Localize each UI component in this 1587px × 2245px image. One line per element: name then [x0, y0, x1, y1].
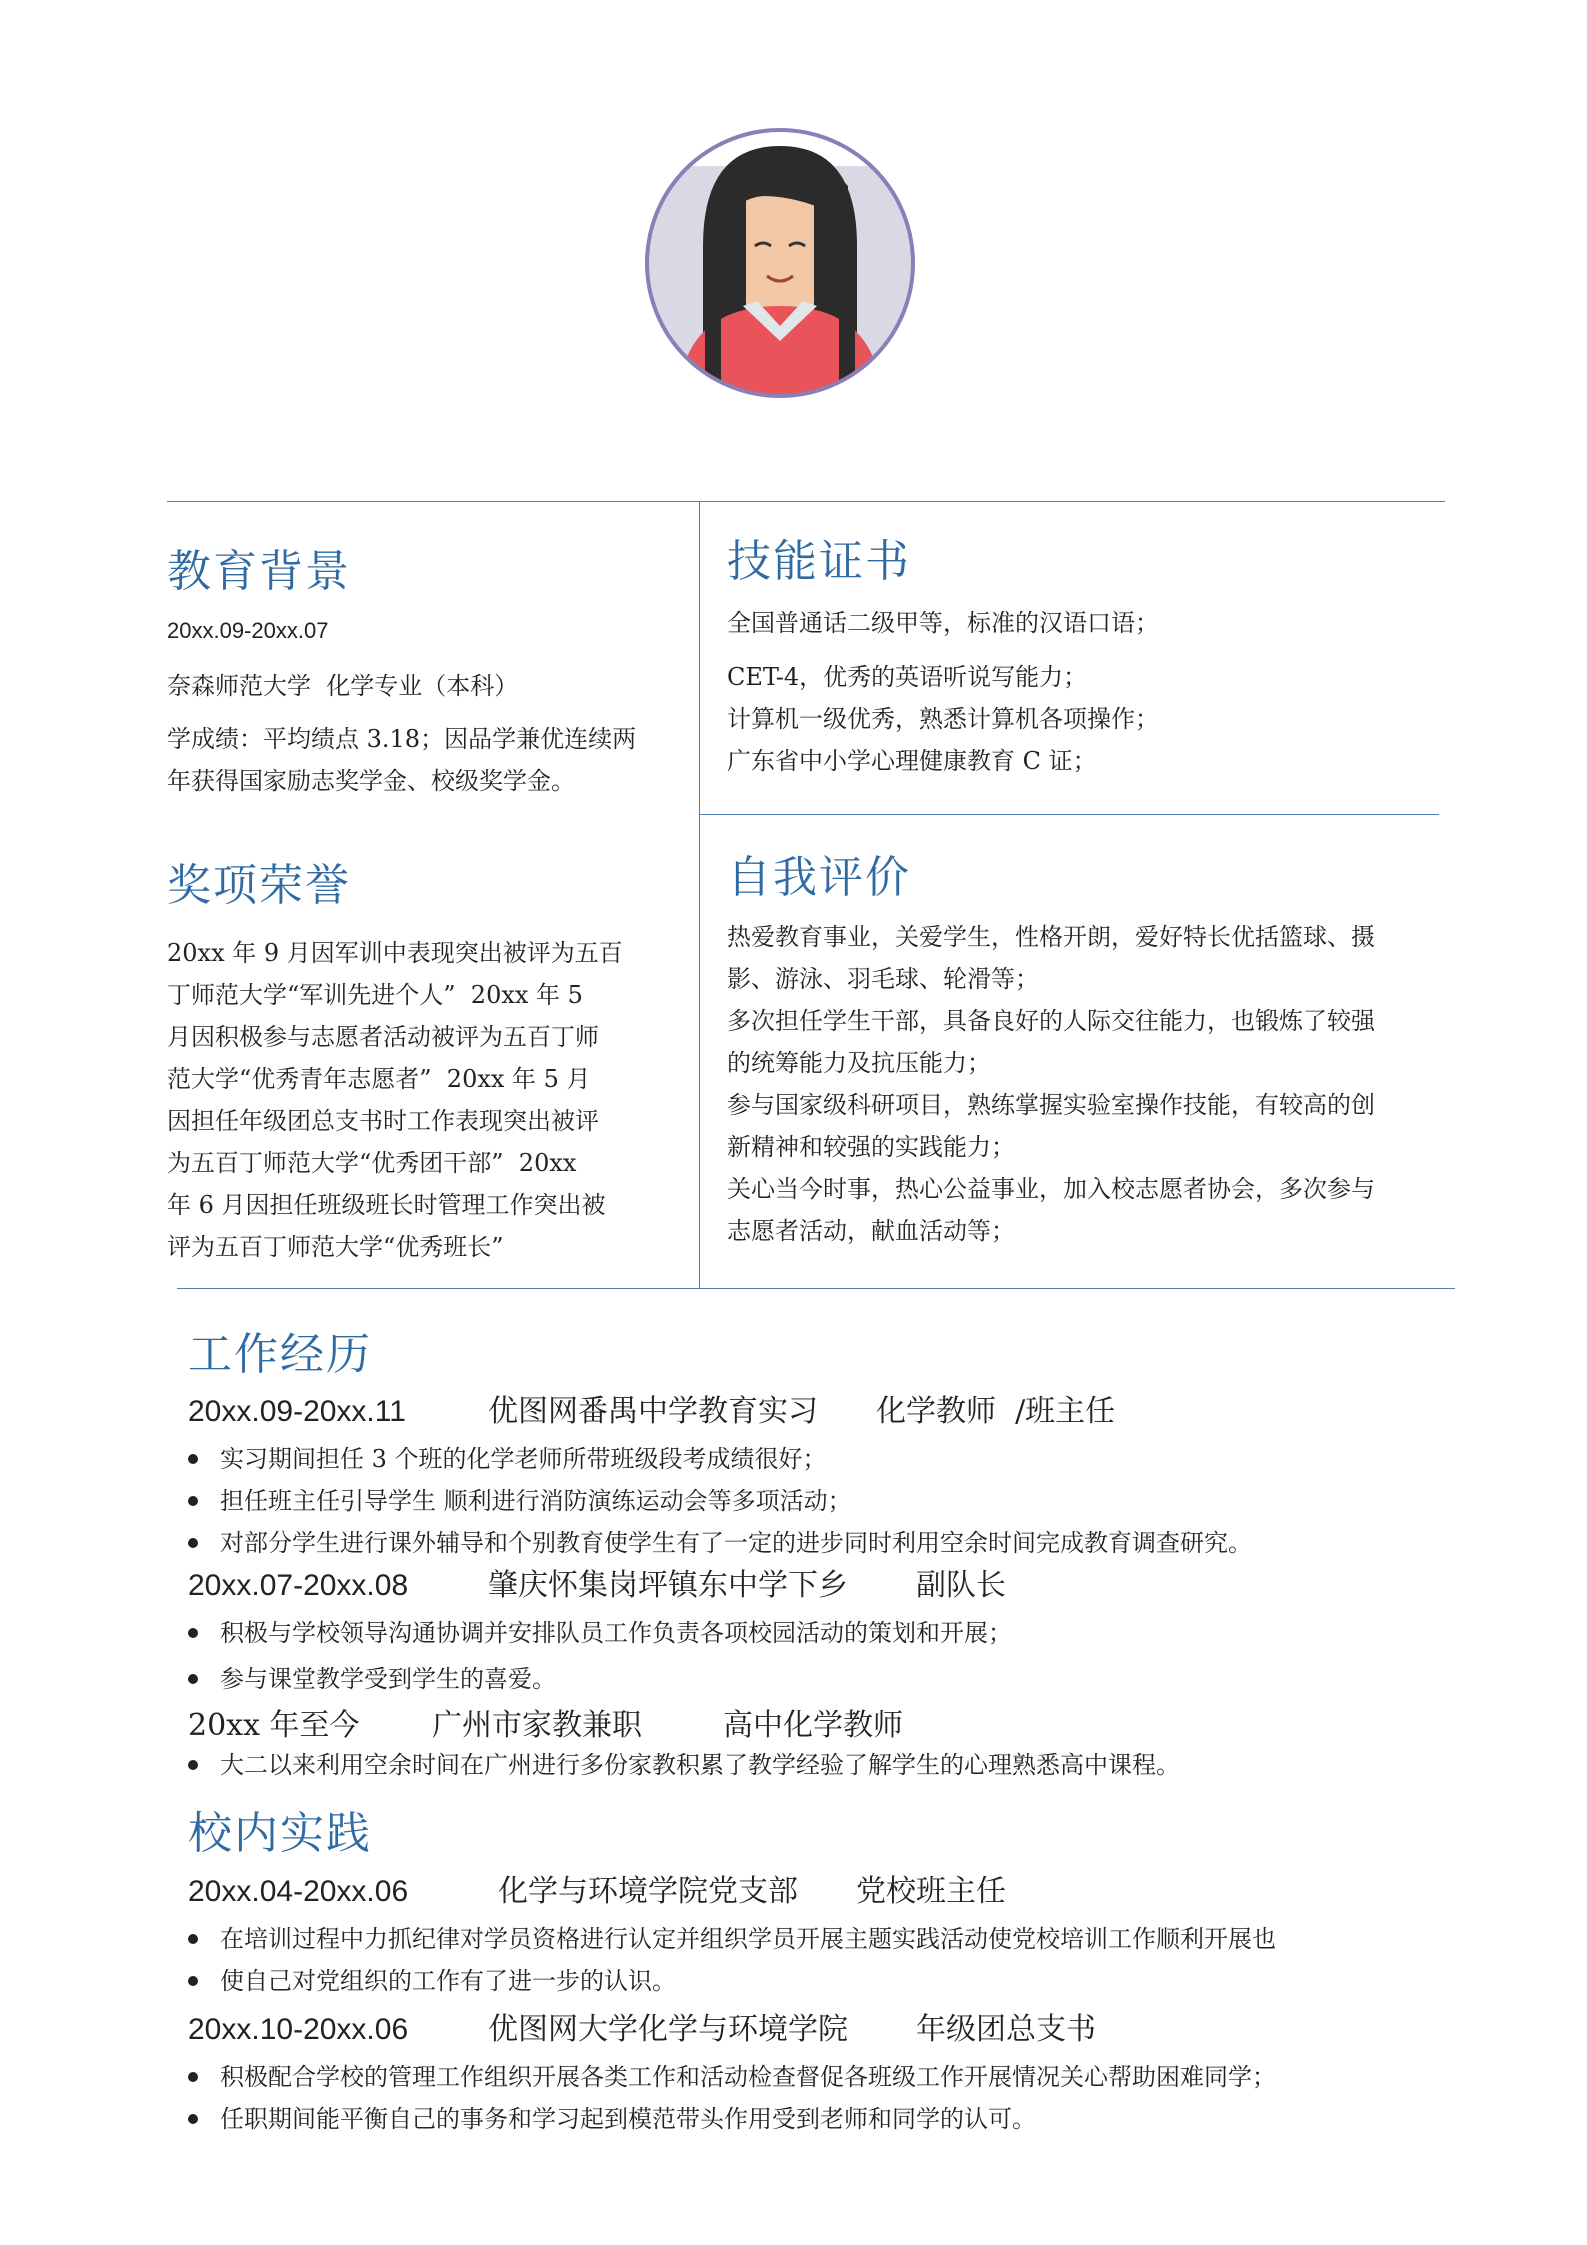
awards-title: 奖项荣誉 [167, 860, 351, 911]
work-job-header [188, 1706, 1388, 1746]
self-eval-line: 关心当今时事，热心公益事业，加入校志愿者协会，多次参与 [727, 1175, 1375, 1203]
education-grade-line: 学成绩：平均绩点 3.18；因品学兼优连续两 [167, 725, 637, 753]
job-org: 肇庆怀集岗坪镇东中学下乡 [488, 1568, 848, 1603]
bullet-text: 使自己对党组织的工作有了进一步的认识。 [220, 1967, 676, 1995]
education-grades [167, 718, 636, 802]
job-bullet [188, 2098, 1036, 2140]
bottom-divider [177, 1288, 1455, 1289]
award-line: 为五百丁师范大学“优秀团干部” 20xx [167, 1149, 577, 1177]
skills-list [727, 602, 1159, 782]
bullet-text: 积极与学校领导沟通协调并安排队员工作负责各项校园活动的策划和开展； [220, 1619, 1012, 1647]
job-org: 化学与环境学院党支部 [498, 1874, 798, 1909]
skill-item: 全国普通话二级甲等，标准的汉语口语； [727, 609, 1159, 637]
self-eval-line: 参与国家级科研项目，熟练掌握实验室操作技能，有较高的创 [727, 1091, 1375, 1119]
self-eval-line: 志愿者活动，献血活动等； [727, 1217, 1015, 1245]
bullet-dot [188, 1976, 198, 1986]
skills-title: 技能证书 [727, 536, 911, 587]
avatar [643, 126, 917, 400]
bullet-text: 参与课堂教学受到学生的喜爱。 [220, 1665, 556, 1693]
job-org: 优图网番禺中学教育实习 [488, 1394, 818, 1429]
self-eval-line: 多次担任学生干部，具备良好的人际交往能力，也锻炼了较强 [727, 1007, 1375, 1035]
award-line: 因担任年级团总支书时工作表现突出被评 [167, 1107, 599, 1135]
awards-text [167, 932, 623, 1268]
job-bullet [188, 1658, 556, 1700]
self-eval-text [727, 916, 1375, 1252]
bullet-text: 对部分学生进行课外辅导和个别教育使学生有了一定的进步同时利用空余时间完成教育调查研究。 [220, 1529, 1252, 1557]
education-period: 20xx.09-20xx.07 [167, 618, 329, 643]
job-bullet [188, 1438, 827, 1480]
award-line: 月因积极参与志愿者活动被评为五百丁师 [167, 1023, 599, 1051]
education-grade-line: 年获得国家励志奖学金、校级奖学金。 [167, 767, 575, 795]
bullet-dot [188, 1538, 198, 1548]
self-eval-line: 的统筹能力及抗压能力； [727, 1049, 991, 1077]
bullet-text: 担任班主任引导学生 顺利进行消防演练运动会等多项活动； [220, 1487, 852, 1515]
award-line: 丁师范大学“军训先进个人” 20xx 年 5 [167, 981, 583, 1009]
practice-title: 校内实践 [188, 1808, 372, 1859]
center-divider [699, 501, 700, 1288]
job-org: 广州市家教兼职 [432, 1708, 642, 1743]
bullet-text: 任职期间能平衡自己的事务和学习起到模范带头作用受到老师和同学的认可。 [220, 2105, 1036, 2133]
work-title: 工作经历 [188, 1329, 372, 1380]
self-eval-line: 影、游泳、羽毛球、轮滑等； [727, 965, 1039, 993]
bullet-dot [188, 1454, 198, 1464]
job-bullet [188, 1480, 852, 1522]
work-job-header [188, 1566, 1388, 1606]
bullet-text: 在培训过程中力抓纪律对学员资格进行认定并组织学员开展主题实践活动使党校培训工作顺利开展也 [220, 1925, 1276, 1953]
job-period: 20xx 年至今 [188, 1708, 360, 1743]
award-line: 年 6 月因担任班级班长时管理工作突出被 [167, 1191, 606, 1219]
job-bullet [188, 1612, 1012, 1654]
job-period: 20xx.07-20xx.08 [188, 1569, 409, 1602]
job-bullet [188, 1744, 1180, 1786]
self-eval-line: 新精神和较强的实践能力； [727, 1133, 1015, 1161]
bullet-dot [188, 2114, 198, 2124]
education-school: 奈森师范大学 化学专业（本科） [167, 672, 519, 700]
job-bullet [188, 1918, 1276, 1960]
job-period: 20xx.09-20xx.11 [188, 1395, 406, 1428]
award-line: 范大学“优秀青年志愿者” 20xx 年 5 月 [167, 1065, 591, 1093]
award-line: 评为五百丁师范大学“优秀班长” [167, 1233, 504, 1261]
skill-item: 计算机一级优秀，熟悉计算机各项操作； [727, 705, 1159, 733]
bullet-dot [188, 1628, 198, 1638]
job-period: 20xx.10-20xx.06 [188, 2013, 409, 2046]
bullet-text: 大二以来利用空余时间在广州进行多份家教积累了教学经验了解学生的心理熟悉高中课程。 [220, 1751, 1180, 1779]
bullet-text: 实习期间担任 3 个班的化学老师所带班级段考成绩很好； [220, 1445, 827, 1473]
self-eval-title: 自我评价 [727, 852, 911, 903]
bullet-text: 积极配合学校的管理工作组织开展各类工作和活动检查督促各班级工作开展情况关心帮助困难同学； [220, 2063, 1276, 2091]
bullet-dot [188, 2072, 198, 2082]
bullet-dot [188, 1496, 198, 1506]
skill-item: 广东省中小学心理健康教育 C 证； [727, 747, 1097, 775]
job-role: 党校班主任 [856, 1874, 1006, 1909]
skill-item: CET-4，优秀的英语听说写能力； [727, 663, 1088, 691]
bullet-dot [188, 1934, 198, 1944]
job-bullet [188, 1960, 676, 2002]
award-line: 20xx 年 9 月因军训中表现突出被评为五百 [167, 939, 623, 967]
bullet-dot [188, 1760, 198, 1770]
work-job-header [188, 1392, 1388, 1432]
practice-job-header [188, 1872, 1388, 1912]
self-eval-line: 热爱教育事业，关爱学生，性格开朗，爱好特长优括篮球、摄 [727, 923, 1375, 951]
job-role: 年级团总支书 [916, 2012, 1096, 2047]
job-period: 20xx.04-20xx.06 [188, 1875, 409, 1908]
job-bullet [188, 2056, 1276, 2098]
job-role: 副队长 [916, 1568, 1006, 1603]
education-title: 教育背景 [167, 546, 351, 597]
practice-job-header [188, 2010, 1388, 2050]
top-divider [167, 501, 1445, 502]
avatar-illustration [643, 126, 917, 400]
bullet-dot [188, 1674, 198, 1684]
right-mid-divider [699, 814, 1439, 815]
job-bullet [188, 1522, 1252, 1564]
job-role: 化学教师 /班主任 [876, 1394, 1116, 1429]
job-role: 高中化学教师 [723, 1708, 903, 1743]
job-org: 优图网大学化学与环境学院 [488, 2012, 848, 2047]
